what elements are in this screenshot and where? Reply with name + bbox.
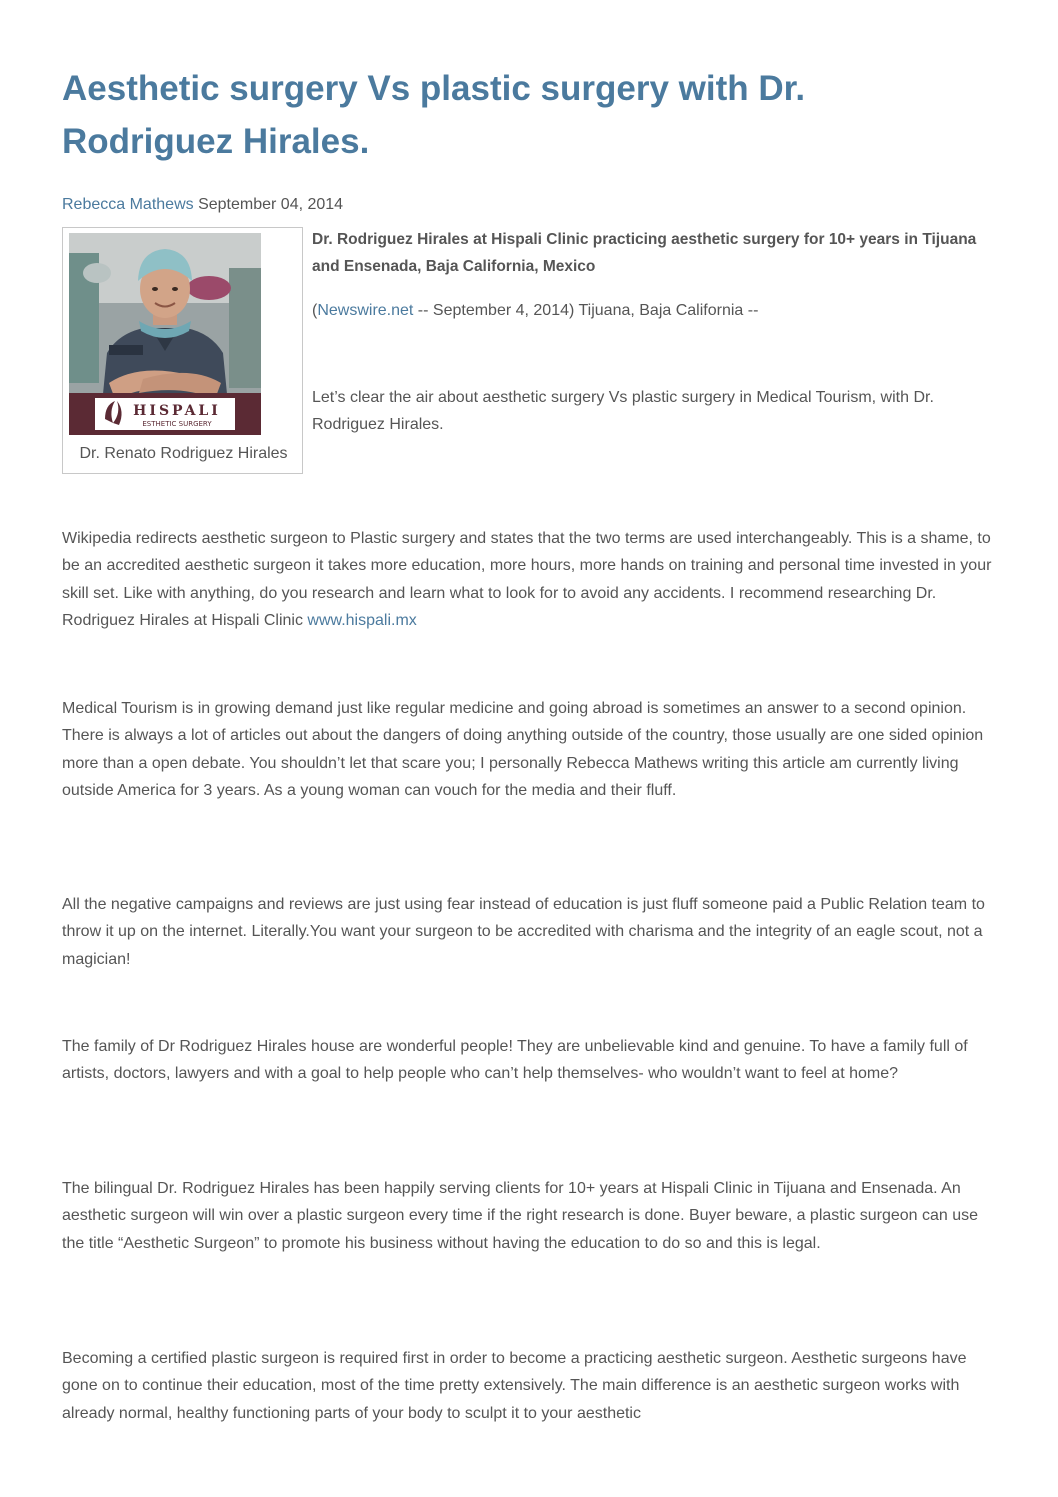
paragraph-wikipedia-text: Wikipedia redirects aesthetic surgeon to Plastic surgery and states that the two terms are used interchangeably. This is a shame, to be an accredited aesthetic surgeon it takes more education, more hours, more hands on training and personal time invested in your skill set. Like with anything, do you research and learn what to look for to avoid any accidents. I recommend researching Dr. Rodriguez Hirales at Hispali Clinic <box>62 530 992 629</box>
paragraph-negative-campaigns: All the negative campaigns and reviews are just using fear instead of education is just fluff someone paid a Public Relation team to throw it up on the internet. Literally.You want your surgeon to be accredited with charisma and the integrity of an eagle scout, not a magician! <box>62 896 985 968</box>
doctor-photo <box>69 233 261 435</box>
doctor-photo-figure <box>62 227 303 474</box>
logo-wordmark: HISPALI <box>133 403 221 419</box>
paragraph-medical-tourism: Medical Tourism is in growing demand just like regular medicine and going abroad is sometimes an answer to a second opinion. There is always a lot of articles out about the dangers of doing anything outside of the country, those usually are one sided opinion more than a open debate. You shouldn’t let that scare you; I personally Rebecca Mathews writing this article am currently living outside America for 3 years. As a young woman can vouch for the media and their fluff. <box>62 700 984 799</box>
dateline-open-paren: ( <box>312 302 318 319</box>
article-summary: Dr. Rodriguez Hirales at Hispali Clinic practicing aesthetic surgery for 10+ years in Tijuana and Ensenada, Baja California, Mexico <box>312 231 977 275</box>
dateline <box>312 297 992 324</box>
logo-subtitle: ESTHETIC SURGERY <box>142 420 212 428</box>
paragraph-family: The family of Dr Rodriguez Hirales house are wonderful people! They are unbelievable kind and genuine. To have a family full of artists, doctors, lawyers and with a goal to help people who can’t help themselves- who wouldn’t want to feel at home? <box>62 1038 968 1083</box>
intro-paragraph: Let’s clear the air about aesthetic surgery Vs plastic surgery in Medical Tourism, with Dr. Rodriguez Hirales. <box>312 389 934 434</box>
doctor-photo-illustration <box>69 233 261 435</box>
byline <box>62 195 343 215</box>
publish-date: September 04, 2014 <box>198 196 344 213</box>
photo-caption: Dr. Renato Rodriguez Hirales <box>79 445 288 462</box>
paragraph-wikipedia <box>62 525 992 634</box>
hispali-link[interactable]: www.hispali.mx <box>307 611 417 629</box>
article-title: Aesthetic surgery Vs plastic surgery with Dr. Rodriguez Hirales. <box>62 69 806 161</box>
paragraph-certified: Becoming a certified plastic surgeon is required first in order to become a practicing aesthetic surgeon. Aesthetic surgeons have gone on to continue their education, most of the time pretty extensively. The main difference is an aesthetic surgeon works with already normal, healthy functioning parts of your body to sculpt it to your aesthetic <box>62 1350 967 1422</box>
paragraph-bilingual: The bilingual Dr. Rodriguez Hirales has been happily serving clients for 10+ years at Hispali Clinic in Tijuana and Ensenada. An aesthetic surgeon will win over a plastic surgeon every time if the right research is done. Buyer beware, a plastic surgeon can use the title “Aesthetic Surgeon” to promote his business without having the education to do so and this is legal. <box>62 1180 979 1252</box>
newswire-link[interactable]: Newswire.net <box>317 302 414 319</box>
author-link[interactable]: Rebecca Mathews <box>62 196 194 213</box>
dateline-text: -- September 4, 2014) Tijuana, Baja California -- <box>413 302 759 319</box>
